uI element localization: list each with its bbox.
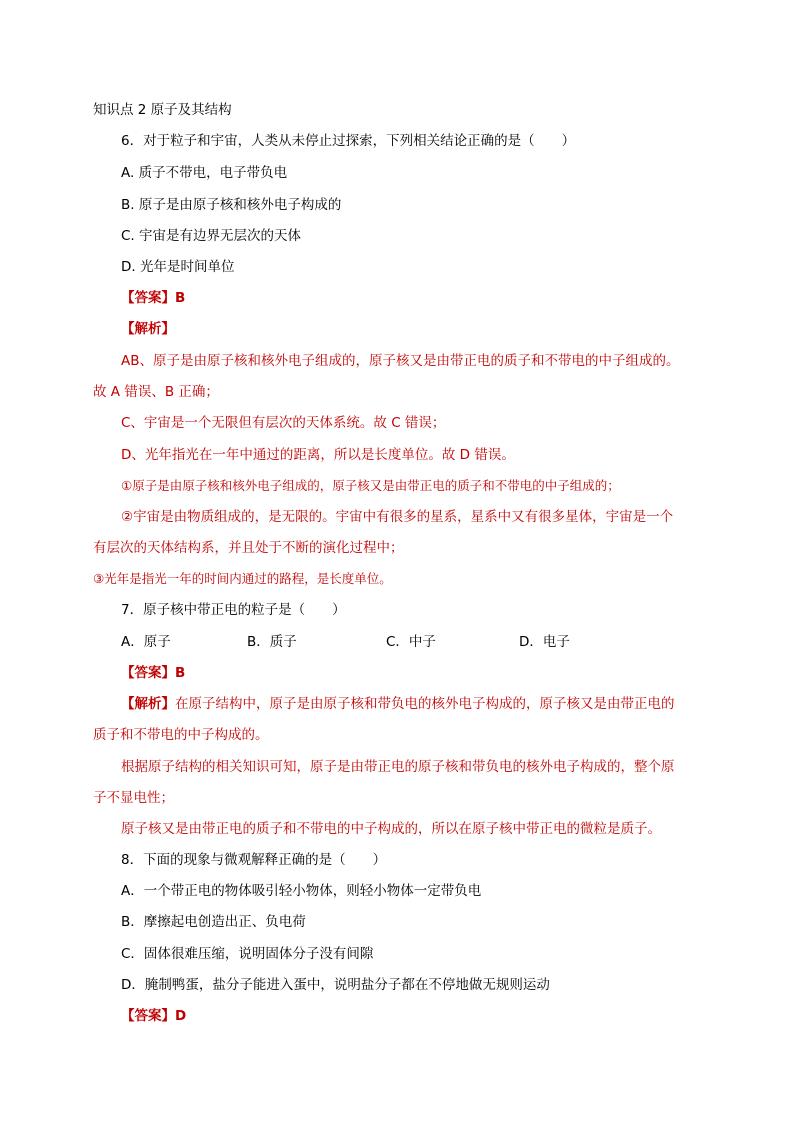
q8-option-a: A．一个带正电的物体吸引轻小物体，则轻小物体一定带负电 — [121, 883, 482, 899]
q8-answer-value: D — [175, 1008, 187, 1024]
q6-option-d: D. 光年是时间单位 — [121, 259, 235, 275]
q6-answer-label: 【答案】 — [121, 290, 175, 306]
q8-answer-label: 【答案】 — [121, 1008, 175, 1024]
q7-option-c: C．中子 — [386, 634, 436, 650]
q6-analysis-line-4: D、光年指光在一年中通过的距离，所以是长度单位。故 D 错误。 — [121, 447, 515, 463]
q7-answer-label: 【答案】 — [121, 665, 175, 681]
q7-option-a: A．原子 — [121, 634, 171, 650]
q8-option-c: C．固体很难压缩，说明固体分子没有间隙 — [121, 946, 374, 962]
q7-analysis-line-5: 原子核又是由带正电的质子和不带电的中子构成的，所以在原子核中带正电的微粒是质子。 — [121, 821, 661, 837]
q7-options — [121, 633, 721, 651]
q7-analysis-text-1: 在原子结构中，原子是由原子核和带负电的核外电子构成的，原子核又是由带正电的 — [175, 696, 675, 712]
q7-analysis-label: 【解析】 — [121, 696, 175, 712]
section-title: 知识点 2 原子及其结构 — [93, 102, 232, 118]
q7-stem: 7．原子核中带正电的粒子是（ ） — [121, 602, 346, 618]
q8-stem: 8．下面的现象与微观解释正确的是（ ） — [121, 852, 387, 868]
q7-option-b: B．质子 — [247, 634, 297, 650]
q6-analysis-line-3: C、宇宙是一个无限但有层次的天体系统。故 C 错误； — [121, 415, 446, 431]
q6-answer — [121, 289, 185, 307]
q6-analysis-line-1: AB、原子是由原子核和核外电子组成的，原子核又是由带正电的质子和不带电的中子组成的。 — [121, 353, 680, 369]
q6-note-1: ①原子是由原子核和核外电子组成的，原子核又是由带正电的质子和不带电的中子组成的； — [121, 478, 620, 493]
q7-answer — [121, 664, 185, 682]
q6-option-b: B. 原子是由原子核和核外电子构成的 — [121, 197, 342, 213]
q6-stem: 6．对于粒子和宇宙，人类从未停止过探索，下列相关结论正确的是（ ） — [121, 133, 576, 149]
q7-answer-value: B — [175, 665, 186, 681]
q7-analysis-line-2: 质子和不带电的中子构成的。 — [93, 727, 269, 743]
q6-answer-value: B — [175, 290, 186, 306]
q7-analysis-line-4: 子不显电性； — [93, 790, 174, 806]
q6-note-4: ③光年是指光一年的时间内通过的路程，是长度单位。 — [93, 571, 392, 586]
q8-option-b: B．摩擦起电创造出正、负电荷 — [121, 914, 306, 930]
q8-answer — [121, 1007, 186, 1025]
q6-analysis-line-2: 故 A 错误、B 正确； — [93, 384, 219, 400]
q7-analysis-line-3: 根据原子结构的相关知识可知，原子是由带正电的原子核和带负电的核外电子构成的，整个原 — [121, 759, 675, 775]
q7-option-d: D．电子 — [519, 634, 570, 650]
q8-option-d: D．腌制鸭蛋，盐分子能进入蛋中，说明盐分子都在不停地做无规则运动 — [121, 977, 550, 993]
q7-analysis-line-1 — [121, 695, 675, 713]
q6-option-a: A. 质子不带电，电子带负电 — [121, 165, 288, 181]
q6-analysis-label: 【解析】 — [121, 321, 175, 337]
q6-note-3: 有层次的天体结构系，并且处于不断的演化过程中； — [93, 540, 404, 556]
q6-note-2: ②宇宙是由物质组成的，是无限的。宇宙中有很多的星系，星系中又有很多星体，宇宙是一个 — [121, 509, 674, 525]
q6-option-c: C. 宇宙是有边界无层次的天体 — [121, 228, 302, 244]
